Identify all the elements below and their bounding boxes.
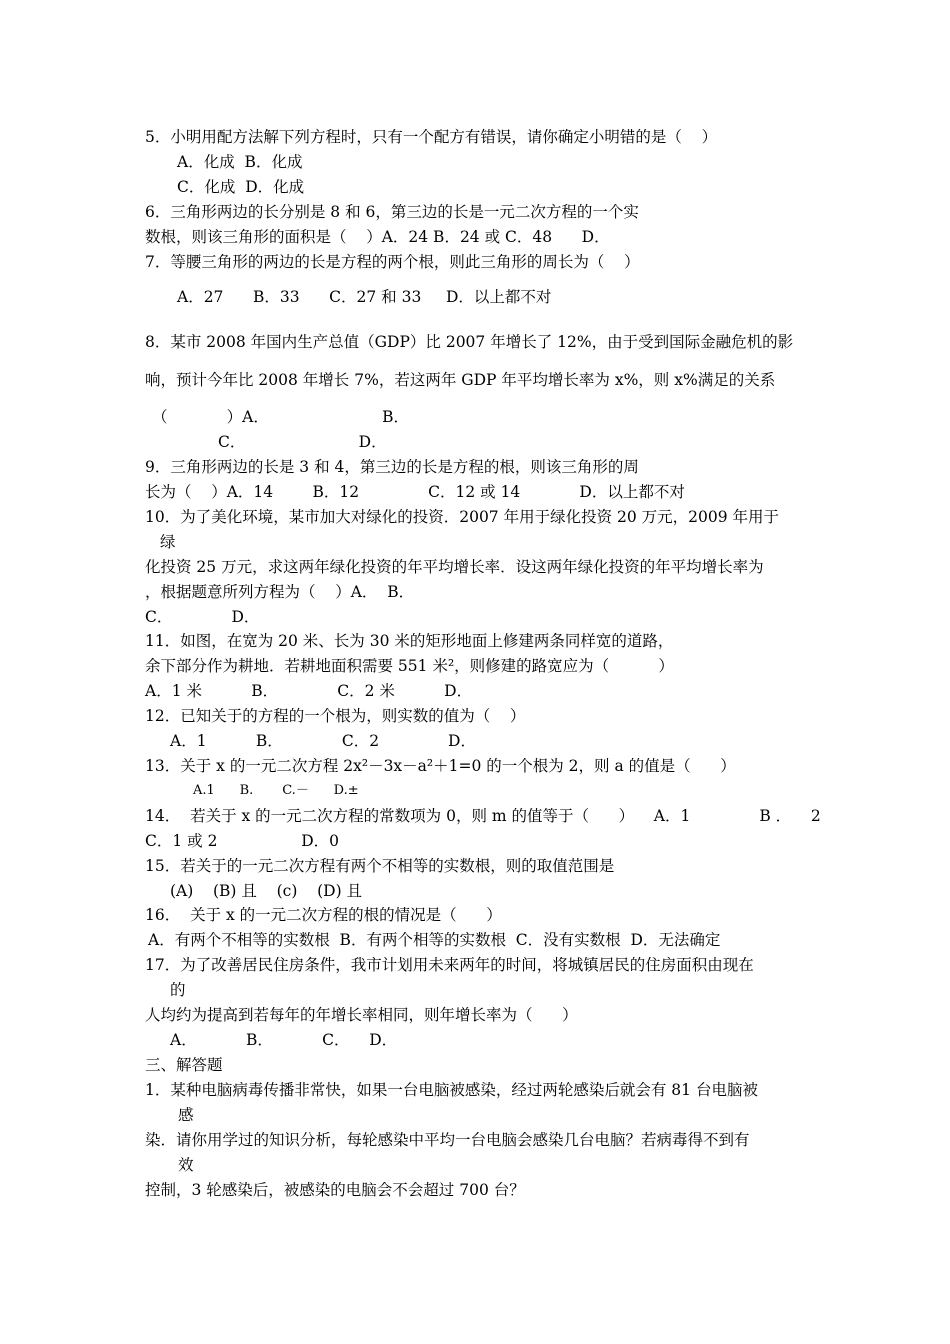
q15-stem: 15．若关于的一元二次方程有两个不相等的实数根，则的取值范围是 [145,857,615,875]
q12-options: A．1 B． C．2 D． [170,732,476,750]
q9-stem-line1: 9．三角形两边的长是 3 和 4，第三边的长是方程的根，则该三角形的周 [145,458,639,476]
q10-stem-wrap: 绿 [160,533,176,551]
q15-options: (A) (B) 且 (c) (D) 且 [170,882,363,900]
q5-options-ab: A．化成 B．化成 [177,153,303,171]
p1-stem-line1: 1．某种电脑病毒传播非常快，如果一台电脑被感染，经过两轮感染后就会有 81 台电脑被 [145,1081,758,1099]
q8-stem-line2: 响，预计今年比 2008 年增长 7%，若这两年 GDP 年平均增长率为 x%，则 x%满足的关系 [145,371,776,389]
q5-stem: 5．小明用配方法解下列方程时，只有一个配方有错误，请你确定小明错的是（ ） [145,128,718,146]
q7-stem: 7．等腰三角形的两边的长是方程的两个根，则此三角形的周长为（ ） [145,253,640,271]
q17-stem-line1: 17．为了改善居民住房条件，我市计划用未来两年的时间，将城镇居民的住房面积由现在 [145,956,754,974]
q16-options: A．有两个不相等的实数根 B．有两个相等的实数根 C．没有实数根 D．无法确定 [148,931,721,949]
q5-options-cd: C．化成 D．化成 [177,178,305,196]
q6-stem-line1: 6．三角形两边的长分别是 8 和 6，第三边的长是一元二次方程的一个实 [145,203,639,221]
q6-stem-line2: 数根，则该三角形的面积是（ ）A．24 B．24 或 C．48 D． [145,228,610,246]
q14-options-cd: C．1 或 2 D．0 [145,832,339,850]
q11-options: A．1 米 B． C．2 米 D． [145,682,473,700]
q10-options-cd: C． D． [145,608,260,626]
p1-stem-line3: 控制，3 轮感染后，被感染的电脑会不会超过 700 台？ [145,1181,525,1199]
q10-stem-line2: 化投资 25 万元，求这两年绿化投资的年平均增长率．设这两年绿化投资的年平均增长率为 [145,558,764,576]
q8-stem-line1: 8．某市 2008 年国内生产总值（GDP）比 2007 年增长了 12%，由于受到国际金融危机的影 [145,333,794,351]
q8-options-cd: C． D． [218,433,387,451]
q10-stem-line1: 10．为了美化环境，某市加大对绿化的投资．2007 年用于绿化投资 20 万元，2009 年用于 [145,508,780,526]
q8-options-ab: （ ）A． B． [152,408,410,426]
q7-options: A．27 B．33 C．27 和 33 D．以上都不对 [177,288,552,306]
q13-options: A.1 B. C.－ D.± [193,783,359,798]
q12-stem: 12．已知关于的方程的一个根为，则实数的值为（ ） [145,707,526,725]
p1-stem-wrap1: 感 [178,1106,194,1124]
q9-stem-line2: 长为（ ）A．14 B．12 C．12 或 14 D．以上都不对 [145,483,685,501]
q17-options: A． B． C． D． [170,1031,398,1049]
q11-stem-line1: 11．如图，在宽为 20 米、长为 30 米的矩形地面上修建两条同样宽的道路， [145,632,674,650]
p1-stem-line2: 染．请你用学过的知识分析，每轮感染中平均一台电脑会感染几台电脑？若病毒得不到有 [145,1131,750,1149]
q13-stem: 13．关于 x 的一元二次方程 2x²－3x－a²＋1=0 的一个根为 2，则 a 的值是（ ） [145,757,736,775]
p1-stem-wrap2: 效 [178,1156,194,1174]
q10-options-ab: ，根据题意所列方程为（ ）A． B． [145,583,415,601]
q17-stem-line2: 人均约为提高到若每年的年增长率相同，则年增长率为（ ） [145,1006,578,1024]
q14-stem: 14． 若关于 x 的一元二次方程的常数项为 0，则 m 的值等于（ ） A．1 B ． 2 [145,807,821,825]
q11-stem-line2: 余下部分作为耕地．若耕地面积需要 551 米²，则修建的路宽应为（ ） [145,657,674,675]
q17-stem-wrap: 的 [170,981,186,999]
section-heading-answers: 三、解答题 [145,1056,223,1074]
q16-stem: 16． 关于 x 的一元二次方程的根的情况是（ ） [145,906,502,924]
